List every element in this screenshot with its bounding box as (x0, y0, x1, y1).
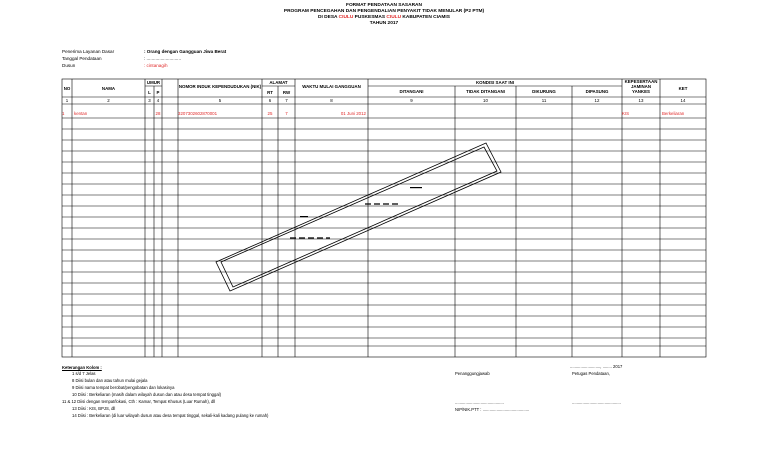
col-header-kondisi: KONDISI SAAT INI (476, 80, 514, 85)
info-label-penerima: Penerima Layanan Dasar (62, 49, 115, 54)
row1-rt: 25 (267, 111, 273, 116)
col-number: 5 (218, 98, 222, 103)
penanggungjawab-label: Penanggungjawab (455, 371, 490, 376)
info-value-tanggal: : ........................... (144, 56, 182, 61)
keterangan-title: Keterangan Kolom : (62, 365, 102, 370)
col-number: 11 (541, 98, 547, 103)
row1-no: 1 (62, 111, 65, 116)
doc-title: FORMAT PENDATAAN SASARAN (346, 3, 422, 8)
col-header-p: P (156, 90, 160, 95)
col-number: 14 (680, 98, 686, 103)
keterangan-item: 11 & 12 Diisi dengan tempat/lokasi, Cth : Kamar, Tempat Khusus (Luar Rumah), dll (62, 399, 216, 404)
row1-umur-p: 28 (155, 111, 161, 116)
col-number: 4 (156, 98, 160, 103)
col-number: 9 (410, 98, 413, 103)
col-header-umur: UMUR (146, 80, 161, 85)
col-header-ket: KET (678, 86, 688, 91)
desa-name: CIULU (338, 15, 354, 20)
doc-year: TAHUN 2017 (369, 21, 399, 26)
row1-ket: Berkeliaran (662, 111, 685, 116)
col-number: 3 (148, 98, 151, 103)
col-number: 8 (330, 98, 333, 103)
col-header-rt: RT (267, 90, 273, 95)
col-header-jaminan: KEPESERTAAN JAMINAN YANKES (624, 79, 658, 94)
col-header-nik: NOMOR INDUK KEPENDUDUKAN (NIK) (178, 84, 262, 89)
col-header-ditangani: DITANGANI (399, 89, 424, 94)
row1-waktu: 01 Juni 2012 (340, 111, 366, 116)
row1-jaminan: KIS (622, 111, 630, 116)
row1-nik: 3207302602870001 (178, 111, 218, 116)
col-header-waktu: WAKTU MULAI GANGGUAN (302, 84, 361, 89)
keterangan-item: 13 Diisi : KIS, BPJS, dll (72, 406, 116, 411)
col-header-no: NO (63, 86, 71, 91)
keterangan-item: 9 Diisi nama tempat berobat/pengobatan dan lokasinya (72, 385, 175, 390)
col-header-alamat: ALAMAT (269, 80, 288, 85)
nip-line: NIP/NIK.PTT : ........................................ (455, 407, 530, 412)
info-label-dusun: Dusun (62, 63, 76, 68)
col-number: 2 (107, 98, 110, 103)
signature-date: .........................., ........ 2017 (570, 364, 623, 369)
keterangan-item: 8 Diisi bulan dan atau tahun mulai gejala (72, 378, 148, 383)
penanggungjawab-signature-line: .......................................... (455, 400, 504, 405)
row1-rw: 7 (285, 111, 288, 116)
keterangan-item: 1 s/d 7 Jelas (72, 371, 96, 376)
col-number: 10 (483, 98, 488, 103)
keterangan-item: 10 Diisi : Berkeliaran (masih dalam wilayah dusun dan atau desa tempat tinggal) (72, 392, 221, 397)
col-number: 7 (285, 98, 288, 103)
col-header-dikurung: DIKURUNG (532, 89, 556, 94)
puskesmas-name: CIULU (386, 15, 402, 20)
doc-location: DI DESA CIULU PUSKESMAS CIULU KABUPATEN CIAMIS (318, 15, 450, 20)
col-header-dipasung: DIPASUNG (585, 89, 609, 94)
doc-subtitle: PROGRAM PENCEGAHAN DAN PENGENDALIAN PENYAKIT TIDAK MENULAR (P2 PTM) (283, 9, 485, 14)
col-header-tidak-ditangani: TIDAK DITANGANI (466, 89, 505, 94)
info-label-tanggal: Tanggal Pendataan (62, 56, 102, 61)
col-header-rw: RW (282, 90, 291, 95)
petugas-signature-line: .......................................... (572, 400, 621, 405)
col-header-l: L (148, 90, 151, 95)
col-number: 12 (594, 98, 600, 103)
petugas-label: Petugas Pendataan, (572, 371, 610, 376)
col-number: 13 (638, 98, 644, 103)
info-value-dusun: : cintanagih (144, 63, 168, 68)
col-number: 6 (268, 98, 272, 103)
row1-nama: kentan (74, 111, 88, 116)
keterangan-item: 14 Diisi : Berkeliaran (di luar wilayah dusun atau desa tempat tinggal, sekali-kali kadang pulang ke rumah) (72, 413, 269, 418)
col-number: 1 (65, 98, 69, 103)
info-value-penerima: : Orang dengan Gangguan Jiwa Berat (144, 49, 227, 54)
col-header-nama: NAMA (101, 86, 116, 91)
